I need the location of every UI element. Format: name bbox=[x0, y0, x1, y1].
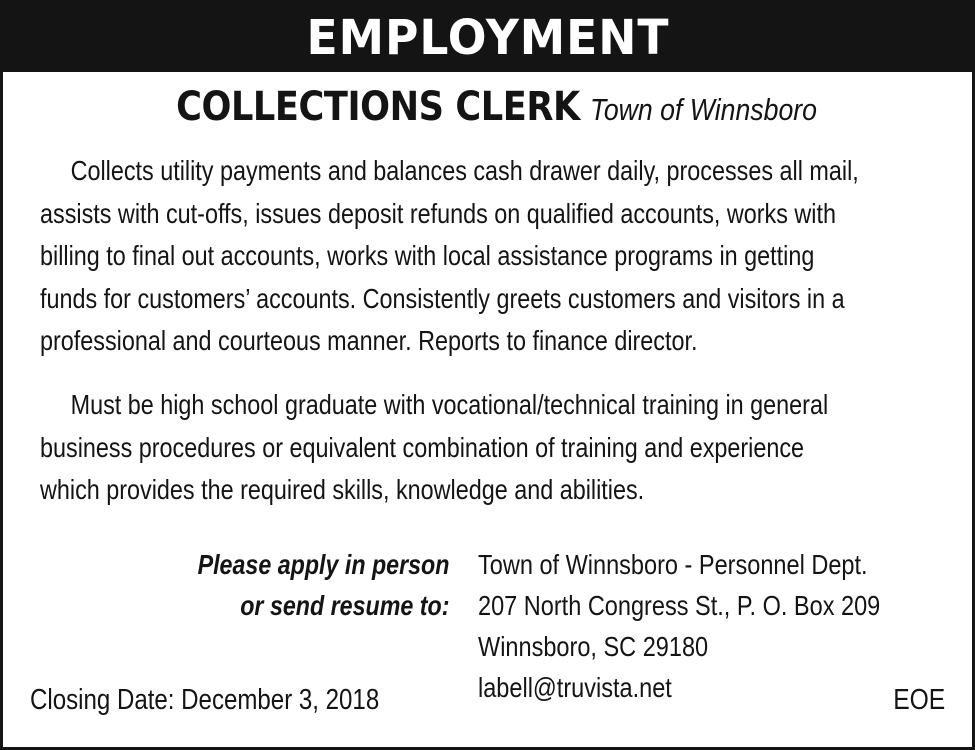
requirements-line: Must be high school graduate with vocational/technical training in general bbox=[70, 389, 829, 420]
mailing-address bbox=[478, 544, 880, 708]
duties-paragraph bbox=[40, 150, 941, 363]
requirements-line: business procedures or equivalent combination of training and experience bbox=[40, 431, 805, 463]
job-title-line bbox=[3, 84, 972, 130]
duties-line: professional and courteous manner. Reports to finance director. bbox=[40, 325, 698, 356]
eoe-notice: EOE bbox=[892, 684, 945, 716]
duties-line: Collects utility payments and balances cash drawer daily, processes all mail, bbox=[70, 155, 859, 186]
requirements-paragraph bbox=[40, 384, 941, 512]
job-title: COLLECTIONS CLERK bbox=[176, 84, 580, 130]
duties-line: billing to final out accounts, works with local assistance programs in getting bbox=[40, 240, 815, 271]
contact-email: labell@truvista.net bbox=[478, 672, 672, 703]
requirements-line: which provides the required skills, knowledge and abilities. bbox=[40, 474, 645, 505]
employer-name: Town of Winnsboro bbox=[589, 92, 817, 127]
address-line: 207 North Congress St., P. O. Box 209 bbox=[478, 590, 881, 621]
apply-instructions bbox=[197, 544, 449, 626]
address-line: Winnsboro, SC 29180 bbox=[478, 631, 709, 662]
duties-line: funds for customers’ accounts. Consistently greets customers and visitors in a bbox=[40, 282, 845, 314]
section-title: EMPLOYMENT bbox=[306, 9, 669, 66]
apply-instruction-line: or send resume to: bbox=[239, 590, 449, 621]
apply-instruction-line: Please apply in person bbox=[197, 549, 449, 580]
duties-line: assists with cut-offs, issues deposit refunds on qualified accounts, works with bbox=[40, 197, 836, 229]
closing-date: Closing Date: December 3, 2018 bbox=[30, 684, 380, 716]
address-line: Town of Winnsboro - Personnel Dept. bbox=[478, 549, 868, 580]
section-header-bar bbox=[3, 3, 972, 72]
